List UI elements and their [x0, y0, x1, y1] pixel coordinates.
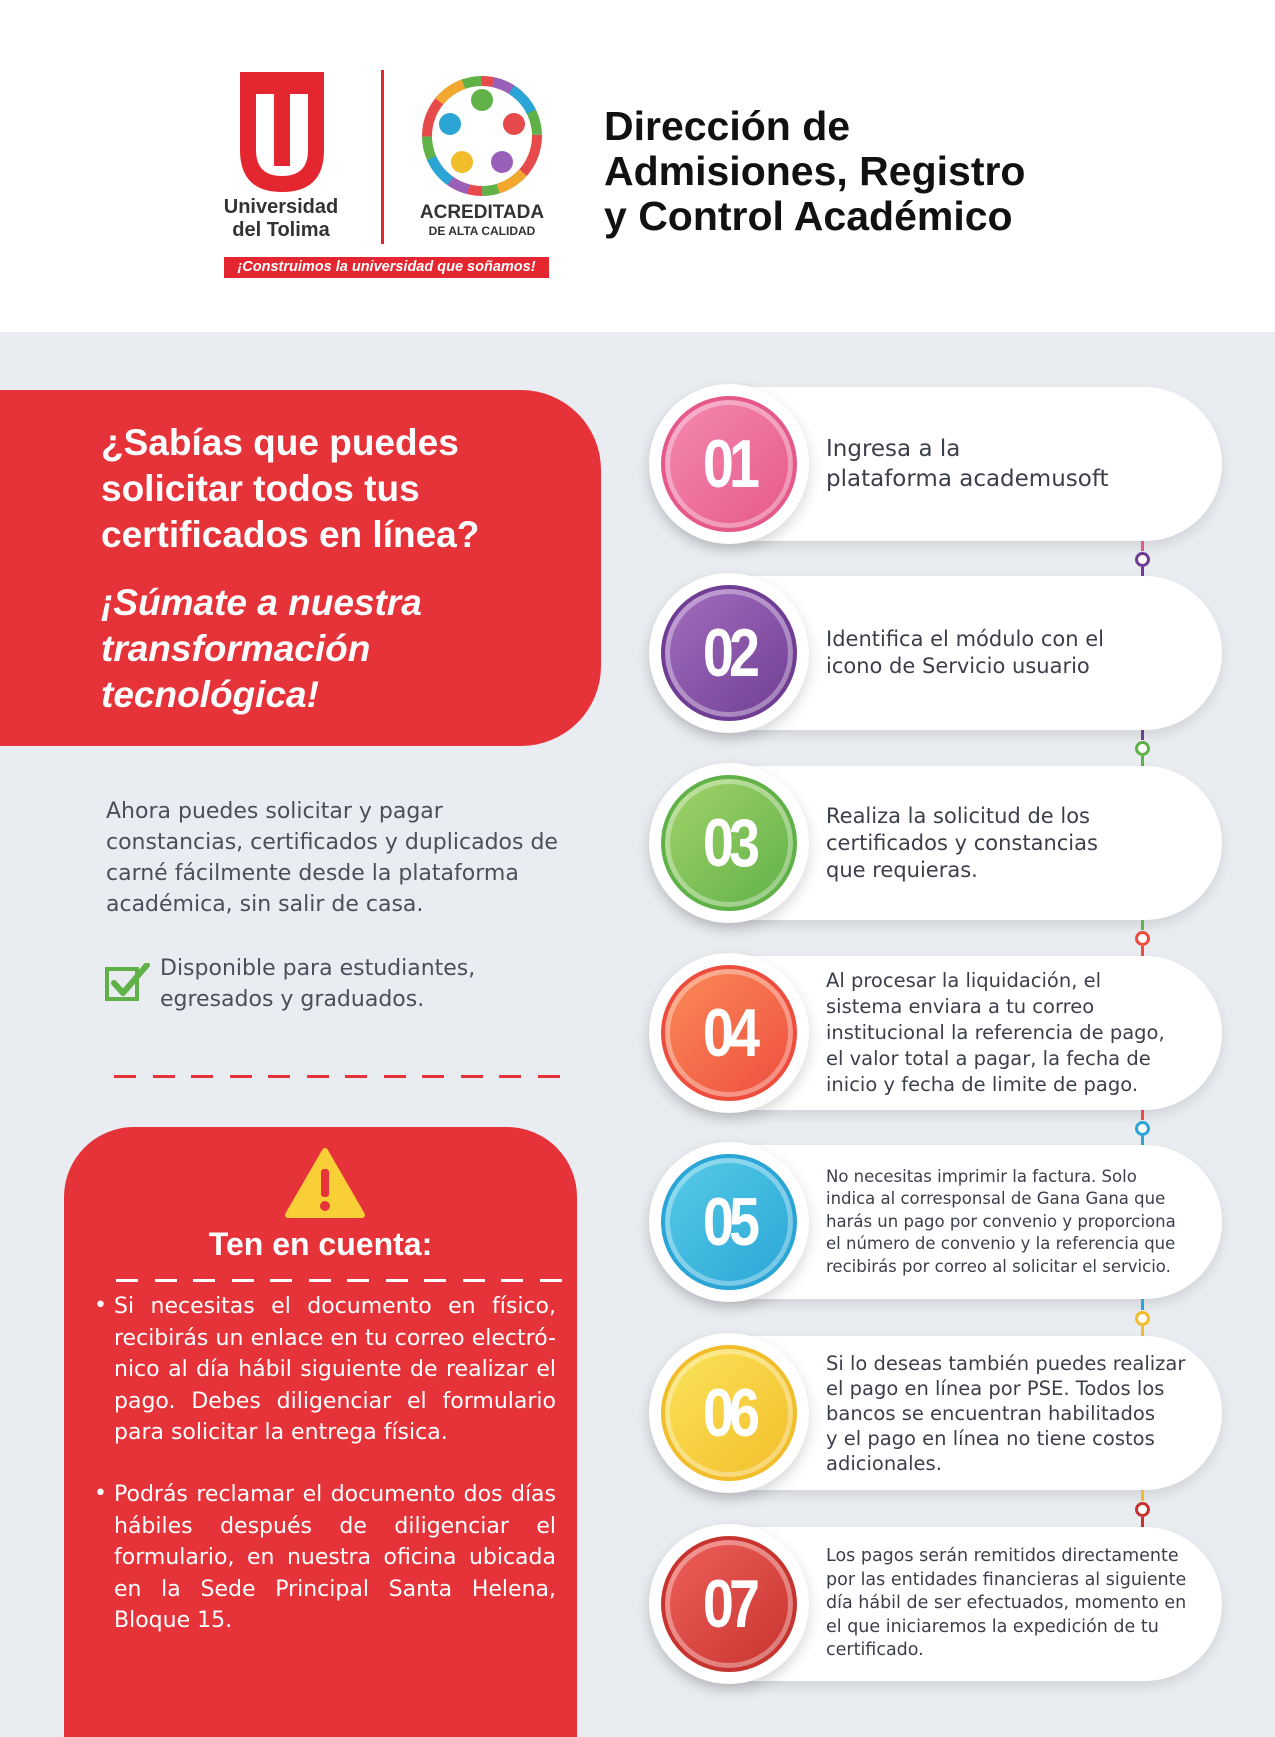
- dash-segment: [193, 1279, 215, 1282]
- step-number-circle: [661, 1154, 797, 1290]
- header: [0, 0, 1275, 332]
- step-description-text: No necesitas imprimir la factura. Solo indica al corresponsal de Gana Gana que harás un pago por convenio y proporciona el número de convenio y la referencia que recibirás por correo al solicitar el servicio.: [826, 1166, 1176, 1276]
- dash-segment: [463, 1279, 485, 1282]
- step-description-text: Si lo deseas también puedes realizar el pago en línea por PSE. Todos los bancos se encuentran habilitados y el pago en línea no tiene costos adicionales.: [826, 1351, 1186, 1475]
- dash-segment: [155, 1279, 177, 1282]
- step-description-text: Identifica el módulo con el icono de Servicio usuario: [826, 627, 1105, 678]
- step-connector-line: [1141, 1490, 1144, 1501]
- dash-segment: [191, 1075, 213, 1078]
- step-number-badge: [649, 1142, 809, 1302]
- step-description: [826, 1527, 1196, 1681]
- slogan-banner: ¡Construimos la universidad que soñamos!: [224, 257, 549, 278]
- step-description-text: Realiza la solicitud de los certificados y constancias que requieras.: [826, 803, 1098, 882]
- main-content: [0, 332, 1275, 1737]
- dash-segment: [116, 1279, 138, 1282]
- dash-segment: [268, 1075, 290, 1078]
- step-number-badge: [649, 384, 809, 544]
- hero-card: [0, 390, 601, 746]
- dash-segment: [424, 1279, 446, 1282]
- dash-segment: [307, 1075, 329, 1078]
- step-connector-line: [1141, 920, 1144, 930]
- step-number-circle: [661, 585, 797, 721]
- step-card: [654, 1527, 1222, 1681]
- universidad-del-tolima-logo: [240, 72, 324, 192]
- step-number: 02: [702, 615, 756, 691]
- notice-card: [64, 1127, 577, 1737]
- step-connector-line: [1141, 541, 1144, 551]
- availability-text: Disponible para estudiantes, egresados y graduados.: [160, 956, 476, 1012]
- dash-segment: [501, 1279, 523, 1282]
- step-number: 06: [702, 1375, 756, 1451]
- notice-bullet: • Si necesitas el documento en físico, recibirás un enlace en tu correo electró-nico al día hábil siguiente de realizar el pago. Debes diligenciar el formulario para solicitar la entrega física.: [94, 1291, 556, 1449]
- step-description: [826, 576, 1196, 730]
- dash-segment: [499, 1075, 521, 1078]
- step-connector-line: [1141, 1326, 1144, 1337]
- dash-segment: [347, 1279, 369, 1282]
- dash-segment: [461, 1075, 483, 1078]
- warning-icon: [284, 1147, 366, 1219]
- step-description-text: Ingresa a la plataforma academusoft: [826, 436, 1109, 492]
- step-card: [654, 1145, 1222, 1299]
- step-description: [826, 766, 1196, 920]
- step-number-badge: [649, 763, 809, 923]
- step-number: 01: [702, 426, 756, 502]
- dash-segment: [114, 1075, 136, 1078]
- step-number-badge: [649, 953, 809, 1113]
- step-connector-line: [1141, 946, 1144, 956]
- step-connector-line: [1141, 756, 1144, 766]
- step-connector-dot-icon: [1135, 1311, 1150, 1326]
- step-number-badge: [649, 573, 809, 733]
- step-connector-line: [1141, 730, 1144, 740]
- dash-segment: [270, 1279, 292, 1282]
- step-number-circle: [661, 1536, 797, 1672]
- step-connector-line: [1141, 1517, 1144, 1528]
- step-connector-line: [1141, 567, 1144, 577]
- notice-title: Ten en cuenta:: [208, 1226, 433, 1262]
- step-number: 07: [702, 1566, 756, 1642]
- dash-segment: [386, 1279, 408, 1282]
- hero-question: ¿Sabías que puedes solicitar todos tus certificados en línea?: [101, 422, 480, 555]
- step-number-circle: [661, 396, 797, 532]
- step-description-text: Los pagos serán remitidos directamente por las entidades financieras al siguiente día hábil de ser efectuados, momento en el que iniciaremos la expedición de tu certificado.: [826, 1546, 1187, 1661]
- step-number: 05: [702, 1184, 756, 1260]
- dash-segment: [422, 1075, 444, 1078]
- dash-segment: [230, 1075, 252, 1078]
- step-description-text: Al procesar la liquidación, el sistema enviara a tu correo institucional la referencia de pago, el valor total a pagar, la fecha de inicio y fecha de limite de pago.: [826, 969, 1165, 1096]
- step-number-badge: [649, 1524, 809, 1684]
- dash-segment: [232, 1279, 254, 1282]
- step-number-badge: [649, 1333, 809, 1493]
- step-number-circle: [661, 1345, 797, 1481]
- step-connector-dot-icon: [1135, 931, 1150, 946]
- step-description: [826, 956, 1196, 1110]
- step-number: 03: [702, 805, 756, 881]
- university-name: Universidad del Tolima: [223, 196, 339, 241]
- accreditation-subtitle: DE ALTA CALIDAD: [428, 224, 536, 238]
- step-number: 04: [702, 995, 756, 1071]
- step-connector-line: [1141, 1136, 1144, 1146]
- step-connector-dot-icon: [1135, 1502, 1150, 1517]
- accreditation-seal-icon: [420, 74, 544, 198]
- bullet-dot-icon: •: [94, 1481, 107, 1506]
- step-number-circle: [661, 965, 797, 1101]
- step-connector-line: [1141, 1299, 1144, 1310]
- step-card: [654, 956, 1222, 1110]
- step-connector-dot-icon: [1135, 552, 1150, 567]
- step-number-circle: [661, 775, 797, 911]
- header-divider: [381, 70, 384, 244]
- step-description: [826, 387, 1196, 541]
- step-card: [654, 766, 1222, 920]
- step-card: [654, 576, 1222, 730]
- dash-segment: [345, 1075, 367, 1078]
- step-description: [826, 1336, 1196, 1490]
- hero-call-to-action: ¡Súmate a nuestra transformación tecnológica!: [101, 582, 422, 715]
- checkbox-check-icon: [105, 963, 151, 1003]
- dash-segment: [540, 1279, 562, 1282]
- dash-segment: [538, 1075, 560, 1078]
- step-connector-dot-icon: [1135, 1121, 1150, 1136]
- step-card: [654, 1336, 1222, 1490]
- step-card: [654, 387, 1222, 541]
- step-connector-dot-icon: [1135, 741, 1150, 756]
- notice-bullet: • Podrás reclamar el documento dos días hábiles después de diligenciar el formulario, en nuestra oficina ubicada en la Sede Principal Santa Helena, Bloque 15.: [94, 1479, 556, 1637]
- dash-segment: [309, 1279, 331, 1282]
- step-description: [826, 1145, 1196, 1299]
- step-connector-line: [1141, 1110, 1144, 1120]
- department-title: Dirección de Admisiones, Registro y Control Académico: [604, 103, 1026, 239]
- bullet-dot-icon: •: [94, 1293, 107, 1318]
- dash-segment: [384, 1075, 406, 1078]
- intro-paragraph: Ahora puedes solicitar y pagar constancias, certificados y duplicados de carné fácilmente desde la plataforma académica, sin salir de casa.: [106, 799, 558, 917]
- dash-segment: [153, 1075, 175, 1078]
- accreditation-title: ACREDITADA: [419, 202, 545, 223]
